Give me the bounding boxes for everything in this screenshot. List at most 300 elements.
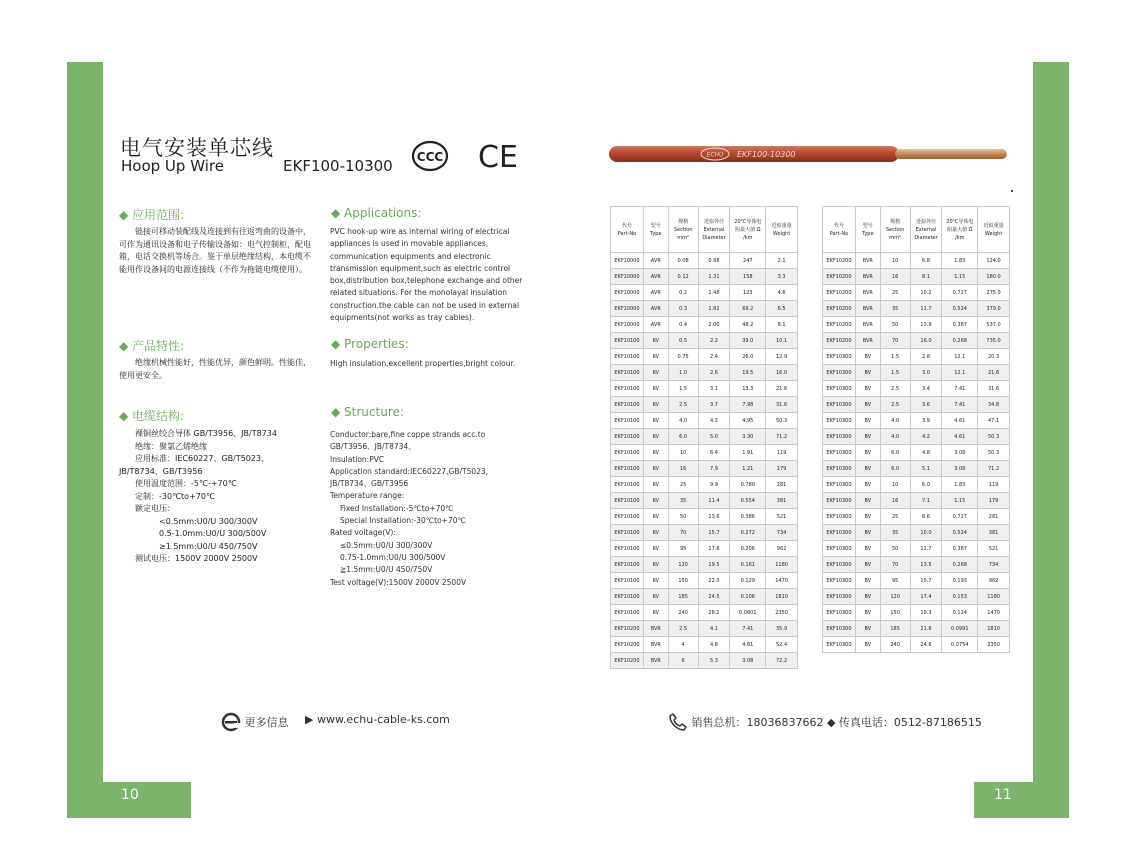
table-cell: BV <box>855 349 880 365</box>
table-cell: 3.3 <box>766 269 798 285</box>
table-cell: 19.3 <box>910 605 942 621</box>
table-cell: 15.7 <box>698 525 730 541</box>
table-cell: RV <box>643 397 668 413</box>
table-row <box>823 445 1010 461</box>
table-cell: 25 <box>880 509 910 525</box>
echu-e-logo-icon <box>221 712 241 732</box>
table-cell: 3.08 <box>942 461 978 477</box>
page-number-right: 11 <box>994 787 1012 803</box>
table-cell: RV <box>643 477 668 493</box>
table-cell: BV <box>855 429 880 445</box>
table-cell: 1180 <box>766 557 798 573</box>
table-cell: 5.0 <box>698 429 730 445</box>
table-cell: 28.2 <box>698 605 730 621</box>
table-cell: 7.98 <box>730 397 766 413</box>
table-cell: 537.0 <box>978 317 1010 333</box>
table-cell: EKF10100 <box>611 461 644 477</box>
table-cell: RV <box>643 525 668 541</box>
table-cell: 4 <box>668 637 698 653</box>
table-cell: EKF10100 <box>611 429 644 445</box>
header-resistance: 20℃导体电 阻最大值 Ω /km <box>730 207 766 253</box>
table-cell: EKF10000 <box>611 253 644 269</box>
table-cell: BV <box>855 397 880 413</box>
table-cell: 1.82 <box>698 301 730 317</box>
table-row <box>823 621 1010 637</box>
table-cell: 10.2 <box>910 285 942 301</box>
table-cell: 0.386 <box>730 509 766 525</box>
table-row <box>611 253 798 269</box>
table-cell: EKF10300 <box>823 525 856 541</box>
table-cell: 0.4 <box>668 317 698 333</box>
table-cell: 119 <box>766 445 798 461</box>
header-diameter: 近似外径 External Diameter <box>910 207 942 253</box>
table-cell: 0.98 <box>698 253 730 269</box>
table-cell: 240 <box>668 605 698 621</box>
table-row <box>823 285 1010 301</box>
table-cell: 0.2 <box>668 285 698 301</box>
table-row <box>823 301 1010 317</box>
table-cell: 13.6 <box>698 509 730 525</box>
table-cell: 11.7 <box>910 541 942 557</box>
table-cell: 10.1 <box>766 333 798 349</box>
table-cell: 39.0 <box>730 333 766 349</box>
table-row <box>823 541 1010 557</box>
table-cell: 7.41 <box>730 621 766 637</box>
table-cell: 8.6 <box>910 509 942 525</box>
table-cell: 6.0 <box>880 461 910 477</box>
properties-heading-cn: ◆ 产品特性: <box>119 339 185 353</box>
table-cell: 71.2 <box>978 461 1010 477</box>
table-row <box>823 333 1010 349</box>
table-cell: 25 <box>880 285 910 301</box>
properties-text-en: High insulation,excellent properties,bright colour. <box>330 359 516 368</box>
table-cell: 4.0 <box>668 413 698 429</box>
left-page-band <box>67 62 103 818</box>
table-cell: EKF10000 <box>611 317 644 333</box>
table-cell: BV <box>855 525 880 541</box>
table-row <box>823 413 1010 429</box>
table-cell: BV <box>855 605 880 621</box>
table-cell: 7.9 <box>698 461 730 477</box>
table-row <box>611 269 798 285</box>
table-cell: 7.41 <box>942 397 978 413</box>
table-cell: RV <box>643 557 668 573</box>
table-row <box>611 365 798 381</box>
table-cell: EKF10100 <box>611 525 644 541</box>
table-cell: 4.1 <box>698 621 730 637</box>
structure-text-cn: 裸铜丝绞合导体 GB/T3956、JB/T8734 绝缘：聚氯乙烯绝缘 应用标准：IEC60227、GB/T5023、 JB/T8734、GB/T3956 使用温度范围：-5℃-+70℃ 定制：-30℃to+70℃ 额定电压： <0.5mm:U0/U 300/300V 0.5-1.0mm:U0/U 300/500V ≥1.5mm:U0/U 450/750V 测试电压：1500V 2000V 2500V <box>119 429 277 563</box>
table-cell: 240 <box>880 637 910 653</box>
header-diameter: 近似外径 External Diameter <box>698 207 730 253</box>
table-cell: 1.31 <box>698 269 730 285</box>
table-cell: 6.4 <box>698 445 730 461</box>
table-cell: 0.387 <box>942 541 978 557</box>
table-cell: EKF10200 <box>823 317 856 333</box>
table-cell: 179 <box>766 461 798 477</box>
table-row <box>611 621 798 637</box>
table-cell: 50 <box>668 509 698 525</box>
table-cell: 120 <box>668 557 698 573</box>
applications-heading-cn: ◆ 应用范围: <box>119 208 185 222</box>
table-cell: 71.2 <box>766 429 798 445</box>
table-cell: EKF10100 <box>611 333 644 349</box>
table-cell: 119 <box>978 477 1010 493</box>
table-cell: 19.5 <box>698 557 730 573</box>
table-cell: 0.75 <box>668 349 698 365</box>
table-cell: AVR <box>643 301 668 317</box>
table-cell: 70 <box>668 525 698 541</box>
table-cell: BV <box>855 493 880 509</box>
table-cell: 2.5 <box>880 397 910 413</box>
table-cell: BV <box>855 637 880 653</box>
table-cell: 72.2 <box>766 653 798 669</box>
table-cell: 50.3 <box>766 413 798 429</box>
table-cell: 0.387 <box>942 317 978 333</box>
table-cell: EKF10000 <box>611 269 644 285</box>
table-cell: 0.268 <box>942 557 978 573</box>
table-cell: 381 <box>766 493 798 509</box>
spec-table-right <box>822 206 1010 653</box>
table-cell: BV <box>855 365 880 381</box>
table-cell: EKF10100 <box>611 557 644 573</box>
table-cell: 185 <box>880 621 910 637</box>
footer-website-link[interactable]: ▶ www.echu-cable-ks.com <box>305 713 450 726</box>
applications-text-cn: 链接可移动装配线及连接到有往返弯曲的设备中，可作为通讯设备和电子传输设备如：电气控制柜，配电箱，电话交换机等场合。鉴于单层绝缘结构，本电缆不能用作设备间的电源连接线（不作为拖链电缆使用）。 <box>119 227 311 274</box>
table-cell: 150 <box>880 605 910 621</box>
table-cell: RV <box>643 493 668 509</box>
table-cell: 2.4 <box>698 349 730 365</box>
table-cell: 35 <box>880 525 910 541</box>
table-cell: EKF10200 <box>823 285 856 301</box>
table-row <box>611 477 798 493</box>
table-cell: BV <box>855 381 880 397</box>
phone-icon <box>668 712 688 732</box>
table-cell: 22.0 <box>698 573 730 589</box>
table-cell: EKF10300 <box>823 461 856 477</box>
header-weight: 近似重量 Weight <box>766 207 798 253</box>
table-cell: 158 <box>730 269 766 285</box>
svg-text:CCC: CCC <box>416 150 444 164</box>
table-row <box>823 397 1010 413</box>
table-row <box>823 605 1010 621</box>
table-cell: AVR <box>643 317 668 333</box>
table-cell: RV <box>643 333 668 349</box>
table-cell: 1180 <box>978 589 1010 605</box>
table-row <box>611 653 798 669</box>
table-cell: 13.9 <box>910 317 942 333</box>
table-cell: 50 <box>880 317 910 333</box>
applications-heading-en: ◆ Applications: <box>331 206 422 220</box>
table-cell: 7.41 <box>942 381 978 397</box>
table-cell: 16.0 <box>910 333 942 349</box>
table-cell: BVR <box>855 253 880 269</box>
table-cell: EKF10100 <box>611 445 644 461</box>
table-cell: 8.1 <box>766 317 798 333</box>
table-row <box>823 461 1010 477</box>
table-cell: 95 <box>880 573 910 589</box>
product-title-cn: 电气安装单芯线 <box>120 136 274 160</box>
table-cell: 52.4 <box>766 637 798 653</box>
table-cell: BVR <box>855 285 880 301</box>
table-cell: 8.1 <box>910 269 942 285</box>
table-cell: 4.3 <box>698 413 730 429</box>
table-cell: 0.524 <box>942 301 978 317</box>
table-cell: EKF10300 <box>823 589 856 605</box>
table-cell: BV <box>855 557 880 573</box>
table-cell: 16 <box>668 461 698 477</box>
table-cell: 6.0 <box>910 477 942 493</box>
table-cell: 1.5 <box>880 349 910 365</box>
table-cell: 120 <box>880 589 910 605</box>
table-cell: 1.15 <box>942 493 978 509</box>
table-row <box>823 253 1010 269</box>
table-cell: EKF10300 <box>823 493 856 509</box>
table-cell: EKF10200 <box>611 637 644 653</box>
table-cell: BVR <box>643 621 668 637</box>
table-cell: 381 <box>978 525 1010 541</box>
table-cell: RV <box>643 461 668 477</box>
table-cell: BV <box>855 589 880 605</box>
table-cell: 4.61 <box>942 413 978 429</box>
ce-logo-icon <box>478 140 518 174</box>
table-cell: 1.83 <box>942 477 978 493</box>
table-row <box>611 573 798 589</box>
table-cell: EKF10100 <box>611 381 644 397</box>
table-cell: 0.206 <box>730 541 766 557</box>
table-cell: RV <box>643 413 668 429</box>
table-cell: 0.727 <box>942 509 978 525</box>
header-code: 代号 Part-No <box>823 207 856 253</box>
table-row <box>823 493 1010 509</box>
table-cell: BV <box>855 573 880 589</box>
properties-text-cn: 绝缘机械性能好，性能优异，颜色鲜明。性能佳，使用更安全。 <box>119 358 311 380</box>
table-row <box>611 349 798 365</box>
table-cell: 0.124 <box>942 605 978 621</box>
table-cell: 962 <box>978 573 1010 589</box>
table-row <box>823 509 1010 525</box>
structure-heading-cn: ◆ 电缆结构: <box>119 409 185 423</box>
table-cell: 6.5 <box>766 301 798 317</box>
table-cell: 1.91 <box>730 445 766 461</box>
table-cell: 4.6 <box>766 285 798 301</box>
table-cell: 0.0801 <box>730 605 766 621</box>
table-cell: 0.129 <box>730 573 766 589</box>
table-cell: 150 <box>668 573 698 589</box>
table-cell: EKF10300 <box>823 349 856 365</box>
table-row <box>823 477 1010 493</box>
table-row <box>611 413 798 429</box>
table-cell: RV <box>643 381 668 397</box>
table-cell: 34.8 <box>978 397 1010 413</box>
table-cell: BVR <box>855 269 880 285</box>
table-cell: 0.524 <box>942 525 978 541</box>
table-cell: 2.8 <box>910 349 942 365</box>
right-page-bar <box>974 782 1069 818</box>
table-cell: EKF10300 <box>823 429 856 445</box>
table-row <box>611 525 798 541</box>
table-cell: 0.161 <box>730 557 766 573</box>
table-cell: EKF10200 <box>823 253 856 269</box>
table-cell: 5.3 <box>698 653 730 669</box>
table-cell: 31.6 <box>978 381 1010 397</box>
table-cell: 47.1 <box>978 413 1010 429</box>
table-row <box>611 333 798 349</box>
footer-sales: 销售总机：18036837662 ◆ 传真电话：0512-87186515 <box>668 712 982 732</box>
table-cell: 35 <box>668 493 698 509</box>
table-cell: RV <box>643 349 668 365</box>
table-cell: EKF10100 <box>611 541 644 557</box>
table-cell: 10 <box>668 445 698 461</box>
table-cell: 11.7 <box>910 301 942 317</box>
table-cell: 123 <box>730 285 766 301</box>
table-cell: EKF10100 <box>611 589 644 605</box>
header-type: 型号 Type <box>855 207 880 253</box>
table-row <box>611 381 798 397</box>
table-row <box>823 525 1010 541</box>
table-cell: 16.0 <box>766 365 798 381</box>
table-cell: EKF10300 <box>823 621 856 637</box>
table-cell: 2.5 <box>668 621 698 637</box>
table-cell: EKF10300 <box>823 397 856 413</box>
table-cell: EKF10100 <box>611 413 644 429</box>
table-cell: 1810 <box>978 621 1010 637</box>
table-row <box>611 637 798 653</box>
table-cell: 3.4 <box>910 381 942 397</box>
table-cell: 180.0 <box>978 269 1010 285</box>
table-cell: RV <box>643 589 668 605</box>
table-cell: EKF10300 <box>823 557 856 573</box>
table-cell: 5.1 <box>910 461 942 477</box>
table-cell: 6.8 <box>910 253 942 269</box>
table-cell: 20.3 <box>978 349 1010 365</box>
table-cell: 0.554 <box>730 493 766 509</box>
table-cell: BV <box>855 477 880 493</box>
table-cell: 50 <box>880 541 910 557</box>
table-row <box>611 589 798 605</box>
structure-heading-en: ◆ Structure: <box>331 405 404 419</box>
table-cell: RV <box>643 509 668 525</box>
table-cell: BV <box>855 445 880 461</box>
table-cell: EKF10200 <box>823 269 856 285</box>
table-cell: BVR <box>643 653 668 669</box>
table-cell: 50.3 <box>978 445 1010 461</box>
table-row <box>611 429 798 445</box>
table-cell: EKF10300 <box>823 477 856 493</box>
table-cell: 10.0 <box>910 525 942 541</box>
table-cell: 2350 <box>978 637 1010 653</box>
table-row <box>611 541 798 557</box>
table-cell: 17.6 <box>698 541 730 557</box>
table-cell: 734 <box>978 557 1010 573</box>
table-cell: 1.5 <box>668 381 698 397</box>
table-cell: 1.5 <box>880 365 910 381</box>
table-cell: 4.61 <box>730 637 766 653</box>
table-cell: 95 <box>668 541 698 557</box>
page-number-left: 10 <box>121 787 139 803</box>
header-section: 规格 Section mm² <box>880 207 910 253</box>
table-cell: 0.727 <box>942 285 978 301</box>
table-cell: EKF10000 <box>611 301 644 317</box>
table-cell: 0.5 <box>668 333 698 349</box>
table-cell: 17.4 <box>910 589 942 605</box>
table-cell: 3.9 <box>910 413 942 429</box>
table-cell: 281 <box>978 509 1010 525</box>
table-cell: 1470 <box>766 573 798 589</box>
table-cell: 0.272 <box>730 525 766 541</box>
table-cell: 0.12 <box>668 269 698 285</box>
table-cell: 2350 <box>766 605 798 621</box>
table-cell: 4.95 <box>730 413 766 429</box>
table-cell: 0.3 <box>668 301 698 317</box>
table-cell: 31.6 <box>766 397 798 413</box>
table-cell: 4.0 <box>880 429 910 445</box>
table-row <box>611 285 798 301</box>
table-cell: EKF10100 <box>611 573 644 589</box>
table-row <box>611 445 798 461</box>
table-cell: 3.08 <box>730 653 766 669</box>
table-cell: 2.1 <box>766 253 798 269</box>
table-row <box>611 461 798 477</box>
table-cell: EKF10300 <box>823 509 856 525</box>
table-cell: 1.15 <box>942 269 978 285</box>
svg-text:CE: CE <box>478 140 518 174</box>
table-cell: 281 <box>766 477 798 493</box>
table-cell: EKF10100 <box>611 365 644 381</box>
table-row <box>823 381 1010 397</box>
table-cell: RV <box>643 429 668 445</box>
table-cell: EKF10200 <box>823 333 856 349</box>
table-cell: EKF10300 <box>823 381 856 397</box>
table-cell: 10 <box>880 477 910 493</box>
table-cell: EKF10100 <box>611 477 644 493</box>
table-cell: 4.61 <box>942 429 978 445</box>
table-cell: 1.0 <box>668 365 698 381</box>
table-cell: EKF10300 <box>823 365 856 381</box>
table-cell: 3.7 <box>698 397 730 413</box>
table-cell: 48.2 <box>730 317 766 333</box>
table-cell: 50.3 <box>978 429 1010 445</box>
table-cell: 6.0 <box>880 445 910 461</box>
table-cell: EKF10100 <box>611 397 644 413</box>
table-cell: 1470 <box>978 605 1010 621</box>
table-cell: 13.3 <box>730 381 766 397</box>
table-cell: 521 <box>978 541 1010 557</box>
table-cell: BV <box>855 461 880 477</box>
structure-text-en: Conductor:bare,fine coppe strands acc.to GB/T3956、JB/T8734、 Insulation:PVC Application standard:IEC60227,GB/T5023, JB/T8734、GB/T3956 Temperature range: Fixed Installation:-5℃to+70℃ Special Installation:-30℃to+70℃ Rated voltage(V): ≤0.5mm:U0/U 300/300V 0.75-1.0mm:U0/U 300/500V ≧1.5mm:U0/U 450/750V Test voltage(V):1500V 2000V 2500V <box>330 430 489 587</box>
table-row <box>823 429 1010 445</box>
table-cell: EKF10100 <box>611 605 644 621</box>
table-cell: 21.6 <box>978 365 1010 381</box>
table-cell: 247 <box>730 253 766 269</box>
table-cell: BV <box>855 509 880 525</box>
table-cell: EKF10300 <box>823 573 856 589</box>
table-cell: 3.6 <box>910 397 942 413</box>
table-cell: 21.6 <box>910 621 942 637</box>
svg-text:ECHU: ECHU <box>706 151 724 159</box>
table-cell: AVR <box>643 285 668 301</box>
header-code: 代号 Part-No <box>611 207 644 253</box>
table-cell: EKF10200 <box>823 301 856 317</box>
table-cell: BVR <box>855 317 880 333</box>
table-cell: 2.6 <box>698 365 730 381</box>
table-cell: EKF10200 <box>611 621 644 637</box>
table-cell: EKF10300 <box>823 605 856 621</box>
table-cell: 379.0 <box>978 301 1010 317</box>
table-cell: 962 <box>766 541 798 557</box>
header-section: 规格 Section mm² <box>668 207 698 253</box>
table-cell: BV <box>855 413 880 429</box>
table-cell: 1.83 <box>942 253 978 269</box>
